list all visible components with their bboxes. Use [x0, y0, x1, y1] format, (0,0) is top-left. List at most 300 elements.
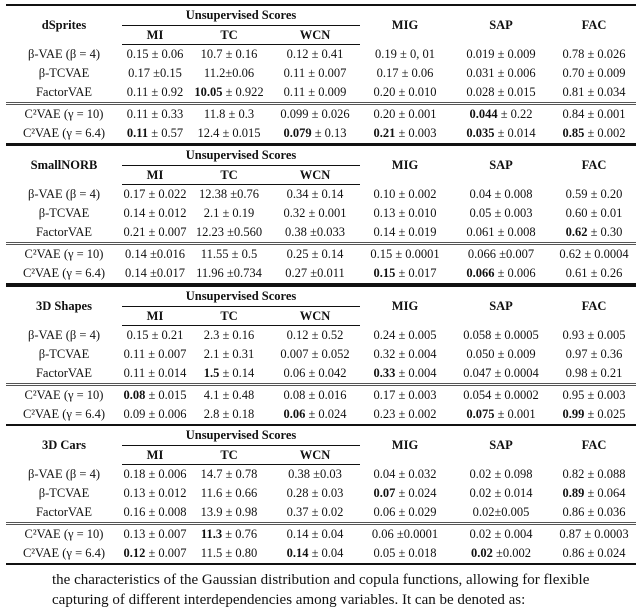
score-cell — [450, 104, 552, 125]
score-cell — [552, 385, 636, 406]
score-value: 11.55 ± 0.5 — [200, 247, 258, 261]
col-header-fac: FAC — [581, 298, 607, 313]
score-value: 0.38 ±0.03 — [288, 467, 342, 481]
score-cell — [450, 524, 552, 545]
score-value: 0.066 ±0.007 — [467, 247, 535, 261]
score-cell — [122, 364, 188, 385]
paragraph-line-1: the characteristics of the Gaussian distribution and copula functions, allowing for flexible — [52, 572, 590, 588]
score-cell — [188, 124, 270, 144]
score-cell — [270, 185, 360, 205]
score-cell — [270, 524, 360, 545]
score-cell — [122, 124, 188, 144]
score-value: 0.13 ± 0.012 — [123, 486, 187, 500]
score-cell — [188, 326, 270, 346]
score-value: 0.17 ±0.15 — [128, 66, 182, 80]
score-value: 0.14 ± 0.04 — [286, 527, 344, 541]
score-value: 0.099 ± 0.026 — [280, 107, 350, 121]
score-value: 0.10 ± 0.002 — [373, 186, 437, 201]
col-header-mig: MIG — [391, 17, 419, 32]
score-value: 0.11 ± 0.007 — [123, 347, 187, 361]
unsupervised-scores-header: Unsupervised Scores — [122, 5, 360, 26]
score-value: 13.9 ± 0.98 — [200, 505, 258, 519]
score-value: 0.78 ± 0.026 — [562, 46, 626, 61]
score-cell — [188, 64, 270, 83]
score-cell — [122, 405, 188, 425]
score-cell — [122, 204, 188, 223]
score-value: 11.2±0.06 — [203, 66, 255, 80]
score-cell — [188, 244, 270, 265]
col-header-sap: SAP — [489, 17, 513, 32]
table-row — [6, 465, 636, 485]
score-value: 0.054 ± 0.0002 — [463, 388, 539, 402]
score-cell — [270, 83, 360, 104]
score-cell — [450, 45, 552, 65]
score-value: 0.86 ± 0.036 — [562, 505, 626, 519]
table-row — [6, 45, 636, 65]
score-cell — [360, 326, 450, 346]
score-cell — [450, 544, 552, 564]
score-value: 0.34 ± 0.14 — [286, 187, 344, 201]
table-row — [6, 223, 636, 244]
score-value: 0.09 ± 0.006 — [123, 407, 187, 421]
score-cell — [450, 364, 552, 385]
score-value: 0.02 ± 0.014 — [469, 486, 533, 500]
score-cell — [188, 104, 270, 125]
method-name: FactorVAE — [35, 366, 92, 380]
score-value: 0.04 ± 0.008 — [469, 186, 533, 201]
score-cell — [360, 64, 450, 83]
score-value: 0.11 ± 0.014 — [123, 366, 187, 380]
score-cell — [360, 83, 450, 104]
paragraph-line-2: capturing of different interdependencies among variables. It can be denoted as: — [52, 592, 526, 608]
score-value: 0.08 ± 0.016 — [283, 388, 347, 402]
best-value: 0.99 — [562, 407, 585, 421]
score-value: 0.17 ± 0.003 — [373, 388, 437, 402]
score-value: 0.06 ±0.0001 — [371, 527, 439, 541]
score-cell — [552, 326, 636, 346]
score-cell — [122, 484, 188, 503]
score-cell — [270, 104, 360, 125]
score-cell — [450, 244, 552, 265]
score-cell — [188, 484, 270, 503]
score-value: 0.16 ± 0.008 — [123, 505, 187, 519]
score-value: ± 0.064 — [584, 486, 626, 500]
score-cell — [188, 264, 270, 284]
score-cell — [360, 223, 450, 244]
score-cell — [122, 465, 188, 485]
score-value: ±0.002 — [492, 546, 531, 560]
best-value: 10.05 — [194, 85, 223, 99]
score-cell — [122, 326, 188, 346]
score-value: 0.061 ± 0.008 — [466, 225, 536, 239]
score-value: 4.1 ± 0.48 — [203, 388, 255, 402]
score-cell — [450, 185, 552, 205]
score-cell — [188, 345, 270, 364]
score-value: 0.17 ± 0.022 — [123, 187, 187, 201]
score-value: 0.24 ± 0.005 — [373, 327, 437, 342]
score-cell — [188, 364, 270, 385]
method-name: β-TCVAE — [38, 66, 90, 80]
score-cell — [270, 223, 360, 244]
score-value: 0.59 ± 0.20 — [565, 186, 623, 201]
score-value: 0.05 ± 0.018 — [373, 546, 437, 560]
score-value: 0.87 ± 0.0003 — [559, 527, 629, 541]
score-cell — [552, 204, 636, 223]
score-cell — [270, 385, 360, 406]
method-name: β-TCVAE — [38, 347, 90, 361]
table-row — [6, 64, 636, 83]
score-cell — [270, 484, 360, 503]
score-value: ± 0.024 — [305, 407, 347, 421]
score-value: ± 0.006 — [494, 266, 536, 280]
score-value: 0.28 ± 0.03 — [286, 486, 344, 500]
score-value: 0.23 ± 0.002 — [373, 407, 437, 421]
score-value: 0.028 ± 0.015 — [466, 85, 536, 99]
col-header-wcn: WCN — [270, 446, 360, 465]
score-cell — [270, 544, 360, 564]
score-cell — [450, 326, 552, 346]
col-header-tc: TC — [188, 446, 270, 465]
col-header-tc: TC — [188, 166, 270, 185]
score-cell — [552, 524, 636, 545]
score-cell — [450, 465, 552, 485]
method-name: C²VAE (γ = 6.4) — [6, 264, 122, 284]
score-value: ± 0.76 — [222, 527, 258, 541]
score-value: 2.1 ± 0.19 — [203, 206, 255, 220]
best-value: 0.06 — [283, 407, 306, 421]
score-value: 0.050 ± 0.009 — [466, 347, 536, 361]
score-cell — [270, 64, 360, 83]
score-value: 0.02 ± 0.098 — [469, 466, 533, 481]
score-cell — [450, 204, 552, 223]
score-cell — [360, 264, 450, 284]
score-value: 0.06 ± 0.029 — [373, 505, 437, 519]
score-value: 0.019 ± 0.009 — [466, 46, 536, 61]
unsupervised-scores-header: Unsupervised Scores — [122, 425, 360, 446]
score-cell — [360, 244, 450, 265]
score-cell — [270, 503, 360, 524]
score-value: ± 0.004 — [395, 366, 437, 380]
col-header-tc: TC — [188, 307, 270, 326]
score-cell — [360, 204, 450, 223]
score-cell — [122, 264, 188, 284]
method-name: C²VAE (γ = 10) — [6, 104, 122, 125]
method-name: β-TCVAE — [38, 206, 90, 220]
score-cell — [122, 104, 188, 125]
score-cell — [360, 385, 450, 406]
best-value: 0.079 — [283, 126, 312, 140]
score-value: 0.17 ± 0.06 — [376, 66, 434, 80]
score-value: 0.97 ± 0.36 — [565, 347, 623, 361]
score-cell — [552, 345, 636, 364]
col-header-tc: TC — [188, 26, 270, 45]
unsupervised-scores-header: Unsupervised Scores — [122, 286, 360, 307]
method-name: β-VAE (β = 4) — [28, 327, 100, 342]
score-cell — [122, 185, 188, 205]
score-value: 0.70 ± 0.009 — [562, 66, 626, 80]
score-cell — [552, 503, 636, 524]
score-value: 2.3 ± 0.16 — [203, 328, 255, 342]
score-cell — [552, 244, 636, 265]
table-row — [6, 364, 636, 385]
score-value: 0.04 ± 0.032 — [373, 466, 437, 481]
score-value: 0.14 ±0.016 — [125, 247, 185, 261]
score-cell — [450, 484, 552, 503]
score-value: 11.96 ±0.734 — [196, 266, 262, 280]
best-value: 0.075 — [466, 407, 495, 421]
score-value: ± 0.002 — [584, 126, 626, 140]
col-header-mig: MIG — [391, 437, 419, 452]
body-paragraph — [52, 570, 589, 610]
score-value: 11.6 ± 0.66 — [200, 486, 258, 500]
score-cell — [552, 465, 636, 485]
best-value: 0.14 — [286, 546, 309, 560]
score-value: ± 0.30 — [587, 225, 623, 239]
score-cell — [360, 405, 450, 425]
score-cell — [188, 465, 270, 485]
score-cell — [450, 83, 552, 104]
method-name: β-VAE (β = 4) — [28, 46, 100, 61]
score-value: 0.11 ± 0.92 — [126, 85, 184, 99]
score-value: 0.12 ± 0.41 — [286, 47, 344, 61]
score-cell — [122, 83, 188, 104]
score-value: 0.14 ±0.017 — [125, 266, 185, 280]
score-cell — [188, 223, 270, 244]
score-value: 0.031 ± 0.006 — [466, 66, 536, 80]
method-name: C²VAE (γ = 6.4) — [6, 405, 122, 425]
best-value: 0.11 — [126, 126, 149, 140]
score-cell — [552, 124, 636, 144]
table-row — [6, 326, 636, 346]
score-cell — [188, 524, 270, 545]
score-cell — [122, 244, 188, 265]
score-cell — [552, 64, 636, 83]
score-value: 0.62 ± 0.0004 — [559, 247, 629, 261]
score-value: 0.15 ± 0.21 — [126, 328, 184, 342]
score-cell — [552, 544, 636, 564]
score-value: 12.4 ± 0.015 — [197, 126, 261, 140]
score-value: 0.84 ± 0.001 — [562, 107, 626, 121]
score-value: 0.06 ± 0.042 — [283, 366, 347, 380]
score-value: ± 0.007 — [145, 546, 187, 560]
best-value: 0.035 — [466, 126, 495, 140]
score-cell — [270, 326, 360, 346]
score-cell — [188, 83, 270, 104]
score-cell — [188, 503, 270, 524]
best-value: 1.5 — [203, 366, 220, 380]
score-cell — [360, 465, 450, 485]
table-row — [6, 405, 636, 425]
best-value: 0.044 — [469, 107, 498, 121]
score-value: 0.02±0.005 — [472, 505, 530, 519]
score-value: 0.37 ± 0.02 — [286, 505, 344, 519]
score-cell — [360, 124, 450, 144]
score-cell — [552, 223, 636, 244]
table-row — [6, 503, 636, 524]
score-value: 0.21 ± 0.007 — [123, 225, 187, 239]
best-value: 0.07 — [373, 486, 396, 500]
score-value: ± 0.04 — [308, 546, 344, 560]
score-value: 0.20 ± 0.010 — [373, 85, 437, 99]
table-row — [6, 83, 636, 104]
score-value: 0.25 ± 0.14 — [286, 247, 344, 261]
score-value: 0.15 ± 0.06 — [126, 47, 184, 61]
score-value: 12.38 ±0.76 — [199, 187, 259, 201]
score-value: 0.98 ± 0.21 — [565, 366, 623, 380]
col-header-sap: SAP — [489, 437, 513, 452]
results-table-3d-shapes — [6, 285, 636, 426]
table-row — [6, 185, 636, 205]
score-cell — [122, 345, 188, 364]
score-value: 11.5 ± 0.80 — [200, 546, 258, 560]
score-value: ± 0.922 — [222, 85, 264, 99]
score-value: 0.02 ± 0.004 — [469, 527, 533, 541]
score-value: 0.82 ± 0.088 — [562, 466, 626, 481]
col-header-mi: MI — [122, 446, 188, 465]
method-name: FactorVAE — [35, 225, 92, 239]
col-header-mig: MIG — [391, 298, 419, 313]
score-value: ± 0.13 — [311, 126, 347, 140]
score-cell — [270, 45, 360, 65]
score-value: ± 0.024 — [395, 486, 437, 500]
score-value: ± 0.57 — [148, 126, 184, 140]
score-cell — [122, 223, 188, 244]
dataset-name: SmallNORB — [30, 157, 98, 172]
score-value: ± 0.014 — [494, 126, 536, 140]
best-value: 0.62 — [565, 225, 588, 239]
score-cell — [122, 544, 188, 564]
results-table-dsprites — [6, 4, 636, 145]
score-cell — [270, 364, 360, 385]
score-value: 0.047 ± 0.0004 — [463, 366, 539, 380]
best-value: 0.21 — [373, 126, 396, 140]
score-value: ± 0.015 — [145, 388, 187, 402]
score-cell — [552, 83, 636, 104]
method-name: C²VAE (γ = 10) — [6, 385, 122, 406]
score-value: 0.11 ± 0.007 — [283, 66, 347, 80]
table-row — [6, 124, 636, 144]
table-row — [6, 524, 636, 545]
score-value: 0.38 ±0.033 — [285, 225, 345, 239]
best-value: 0.15 — [373, 266, 396, 280]
unsupervised-scores-header: Unsupervised Scores — [122, 145, 360, 166]
col-header-fac: FAC — [581, 17, 607, 32]
score-value: ± 0.14 — [219, 366, 255, 380]
score-value: 10.7 ± 0.16 — [200, 47, 258, 61]
col-header-mi: MI — [122, 307, 188, 326]
score-value: 11.8 ± 0.3 — [203, 107, 255, 121]
score-value: ± 0.001 — [494, 407, 536, 421]
score-value: 0.32 ± 0.001 — [283, 206, 347, 220]
score-cell — [552, 484, 636, 503]
score-cell — [122, 503, 188, 524]
score-cell — [270, 345, 360, 364]
score-cell — [270, 124, 360, 144]
score-cell — [450, 345, 552, 364]
best-value: 0.066 — [466, 266, 495, 280]
score-cell — [552, 45, 636, 65]
score-cell — [122, 64, 188, 83]
best-value: 0.02 — [471, 546, 493, 560]
score-value: 0.13 ± 0.010 — [373, 206, 437, 220]
score-value: 0.15 ± 0.0001 — [370, 247, 440, 261]
score-value: 12.23 ±0.560 — [195, 225, 263, 239]
score-cell — [552, 405, 636, 425]
method-name: C²VAE (γ = 6.4) — [6, 124, 122, 144]
score-cell — [188, 204, 270, 223]
method-name: β-VAE (β = 4) — [28, 466, 100, 481]
best-value: 11.3 — [200, 527, 223, 541]
score-cell — [450, 405, 552, 425]
score-cell — [360, 104, 450, 125]
score-cell — [552, 264, 636, 284]
score-value: 2.1 ± 0.31 — [203, 347, 255, 361]
score-value: ± 0.025 — [584, 407, 626, 421]
results-table-3d-cars — [6, 424, 636, 565]
table-row — [6, 244, 636, 265]
best-value: 0.89 — [562, 486, 585, 500]
score-cell — [360, 345, 450, 364]
score-value: 0.81 ± 0.034 — [562, 85, 626, 99]
col-header-wcn: WCN — [270, 26, 360, 45]
col-header-fac: FAC — [581, 157, 607, 172]
score-value: 0.14 ± 0.019 — [373, 225, 437, 239]
score-value: 0.19 ± 0, 01 — [375, 46, 435, 61]
score-value: 0.27 ±0.011 — [285, 266, 345, 280]
score-value: 0.95 ± 0.003 — [562, 388, 626, 402]
best-value: 0.33 — [373, 366, 396, 380]
score-cell — [450, 223, 552, 244]
col-header-wcn: WCN — [270, 307, 360, 326]
score-cell — [360, 484, 450, 503]
score-value: 2.8 ± 0.18 — [203, 407, 255, 421]
score-cell — [122, 385, 188, 406]
score-value: 0.13 ± 0.007 — [123, 527, 187, 541]
col-header-sap: SAP — [489, 298, 513, 313]
score-cell — [450, 503, 552, 524]
score-cell — [360, 544, 450, 564]
score-cell — [188, 544, 270, 564]
score-value: 0.18 ± 0.006 — [123, 467, 187, 481]
results-table-smallnorb — [6, 144, 636, 285]
score-cell — [188, 385, 270, 406]
score-cell — [360, 45, 450, 65]
score-cell — [270, 465, 360, 485]
col-header-wcn: WCN — [270, 166, 360, 185]
col-header-mig: MIG — [391, 157, 419, 172]
col-header-mi: MI — [122, 166, 188, 185]
method-name: FactorVAE — [35, 85, 92, 99]
table-row — [6, 104, 636, 125]
score-value: 0.11 ± 0.33 — [126, 107, 184, 121]
score-cell — [188, 405, 270, 425]
table-row — [6, 345, 636, 364]
method-name: β-TCVAE — [38, 486, 90, 500]
score-value: 0.20 ± 0.001 — [373, 107, 437, 121]
table-row — [6, 204, 636, 223]
score-cell — [270, 264, 360, 284]
score-value: 0.05 ± 0.003 — [469, 206, 533, 220]
score-cell — [270, 244, 360, 265]
col-header-sap: SAP — [489, 157, 513, 172]
score-value: 0.058 ± 0.0005 — [463, 327, 539, 342]
score-value: ± 0.22 — [497, 107, 533, 121]
score-cell — [122, 524, 188, 545]
dataset-name: 3D Cars — [41, 437, 87, 452]
table-row — [6, 264, 636, 284]
score-value: 14.7 ± 0.78 — [200, 467, 258, 481]
method-name: C²VAE (γ = 10) — [6, 244, 122, 265]
